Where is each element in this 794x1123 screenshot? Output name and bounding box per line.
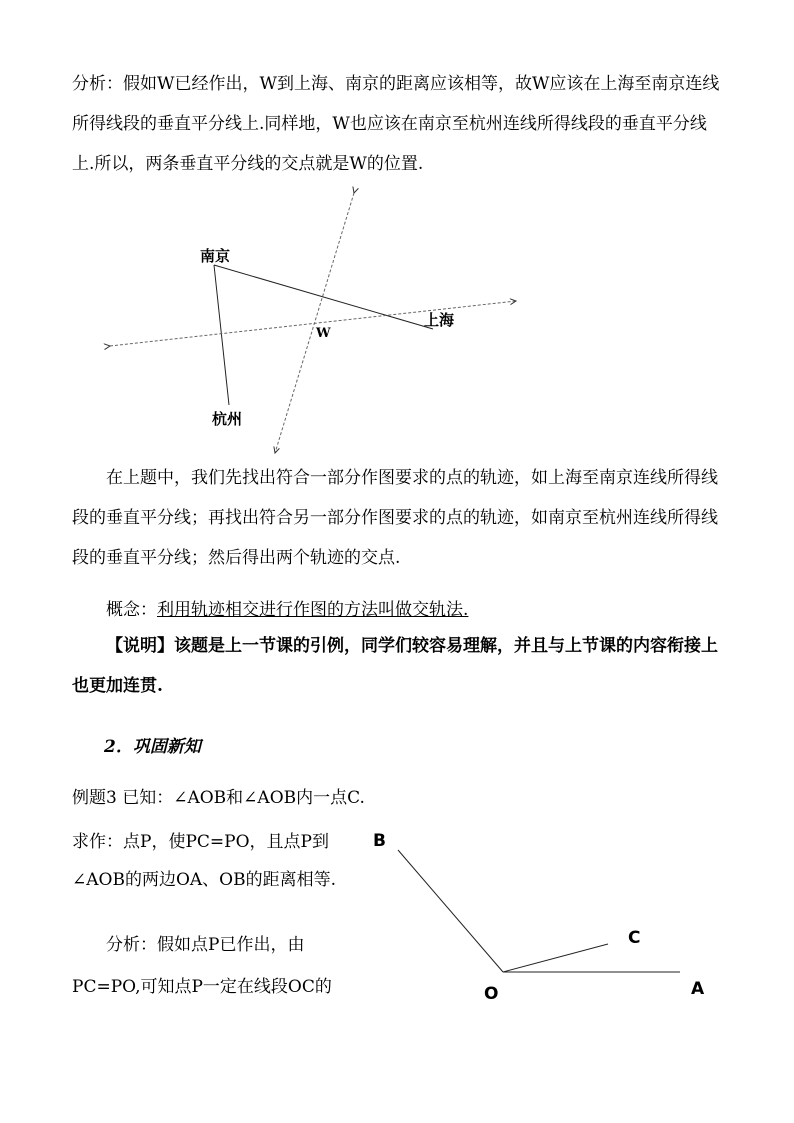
note-text: 该题是上一节课的引例，同学们较容易理解，并且与上节课的内容衔接上也更加连贯.	[72, 636, 718, 696]
note-paragraph	[72, 626, 722, 706]
example-line-3: ∠AOB的两边OA、OB的距离相等.	[72, 870, 336, 890]
perpendicular-bisector-2	[275, 193, 354, 453]
label-c: C	[628, 928, 641, 948]
concept-paragraph	[72, 590, 722, 630]
section-heading: 2．巩固新知	[104, 737, 201, 757]
label-shanghai: 上海	[424, 311, 455, 329]
example-line-5: PC=PO,可知点P一定在线段OC的	[72, 977, 332, 997]
map-figure	[100, 185, 530, 460]
label-hangzhou: 杭州	[212, 410, 243, 428]
label-w: W	[316, 326, 331, 341]
concept-text: 利用轨迹相交进行作图的方法叫做交轨法.	[157, 600, 469, 620]
label-o: O	[484, 984, 499, 1004]
concept-label: 概念：	[106, 600, 157, 620]
perpendicular-bisector-1	[110, 301, 516, 346]
nanjing-hangzhou-segment	[214, 265, 229, 405]
label-nanjing: 南京	[200, 247, 231, 265]
label-b: B	[373, 831, 386, 851]
example-line-1: 例题3 已知：∠AOB和∠AOB内一点C.	[72, 788, 365, 808]
example-line-4: 分析：假如点P已作出，由	[106, 935, 305, 955]
label-a: A	[691, 979, 705, 999]
note-label: 【说明】	[106, 636, 174, 656]
angle-figure	[390, 840, 690, 990]
example-line-2: 求作：点P，使PC=PO，且点P到	[72, 832, 329, 852]
nanjing-shanghai-segment	[214, 265, 433, 329]
analysis-paragraph: 分析：假如W已经作出，W到上海、南京的距离应该相等，故W应该在上海至南京连线所得线段的垂直平分线上.同样地，W也应该在南京至杭州连线所得线段的垂直平分线上.所以，两条垂直平分线的交点就是W的位置.	[72, 74, 720, 174]
trajectory-paragraph: 在上题中，我们先找出符合一部分作图要求的点的轨迹，如上海至南京连线所得线段的垂直平分线；再找出符合另一部分作图要求的点的轨迹，如南京至杭州连线所得线段的垂直平分线；然后得出两个轨迹的交点.	[72, 468, 718, 568]
ray-ob	[398, 850, 503, 972]
segment-oc	[503, 944, 608, 972]
